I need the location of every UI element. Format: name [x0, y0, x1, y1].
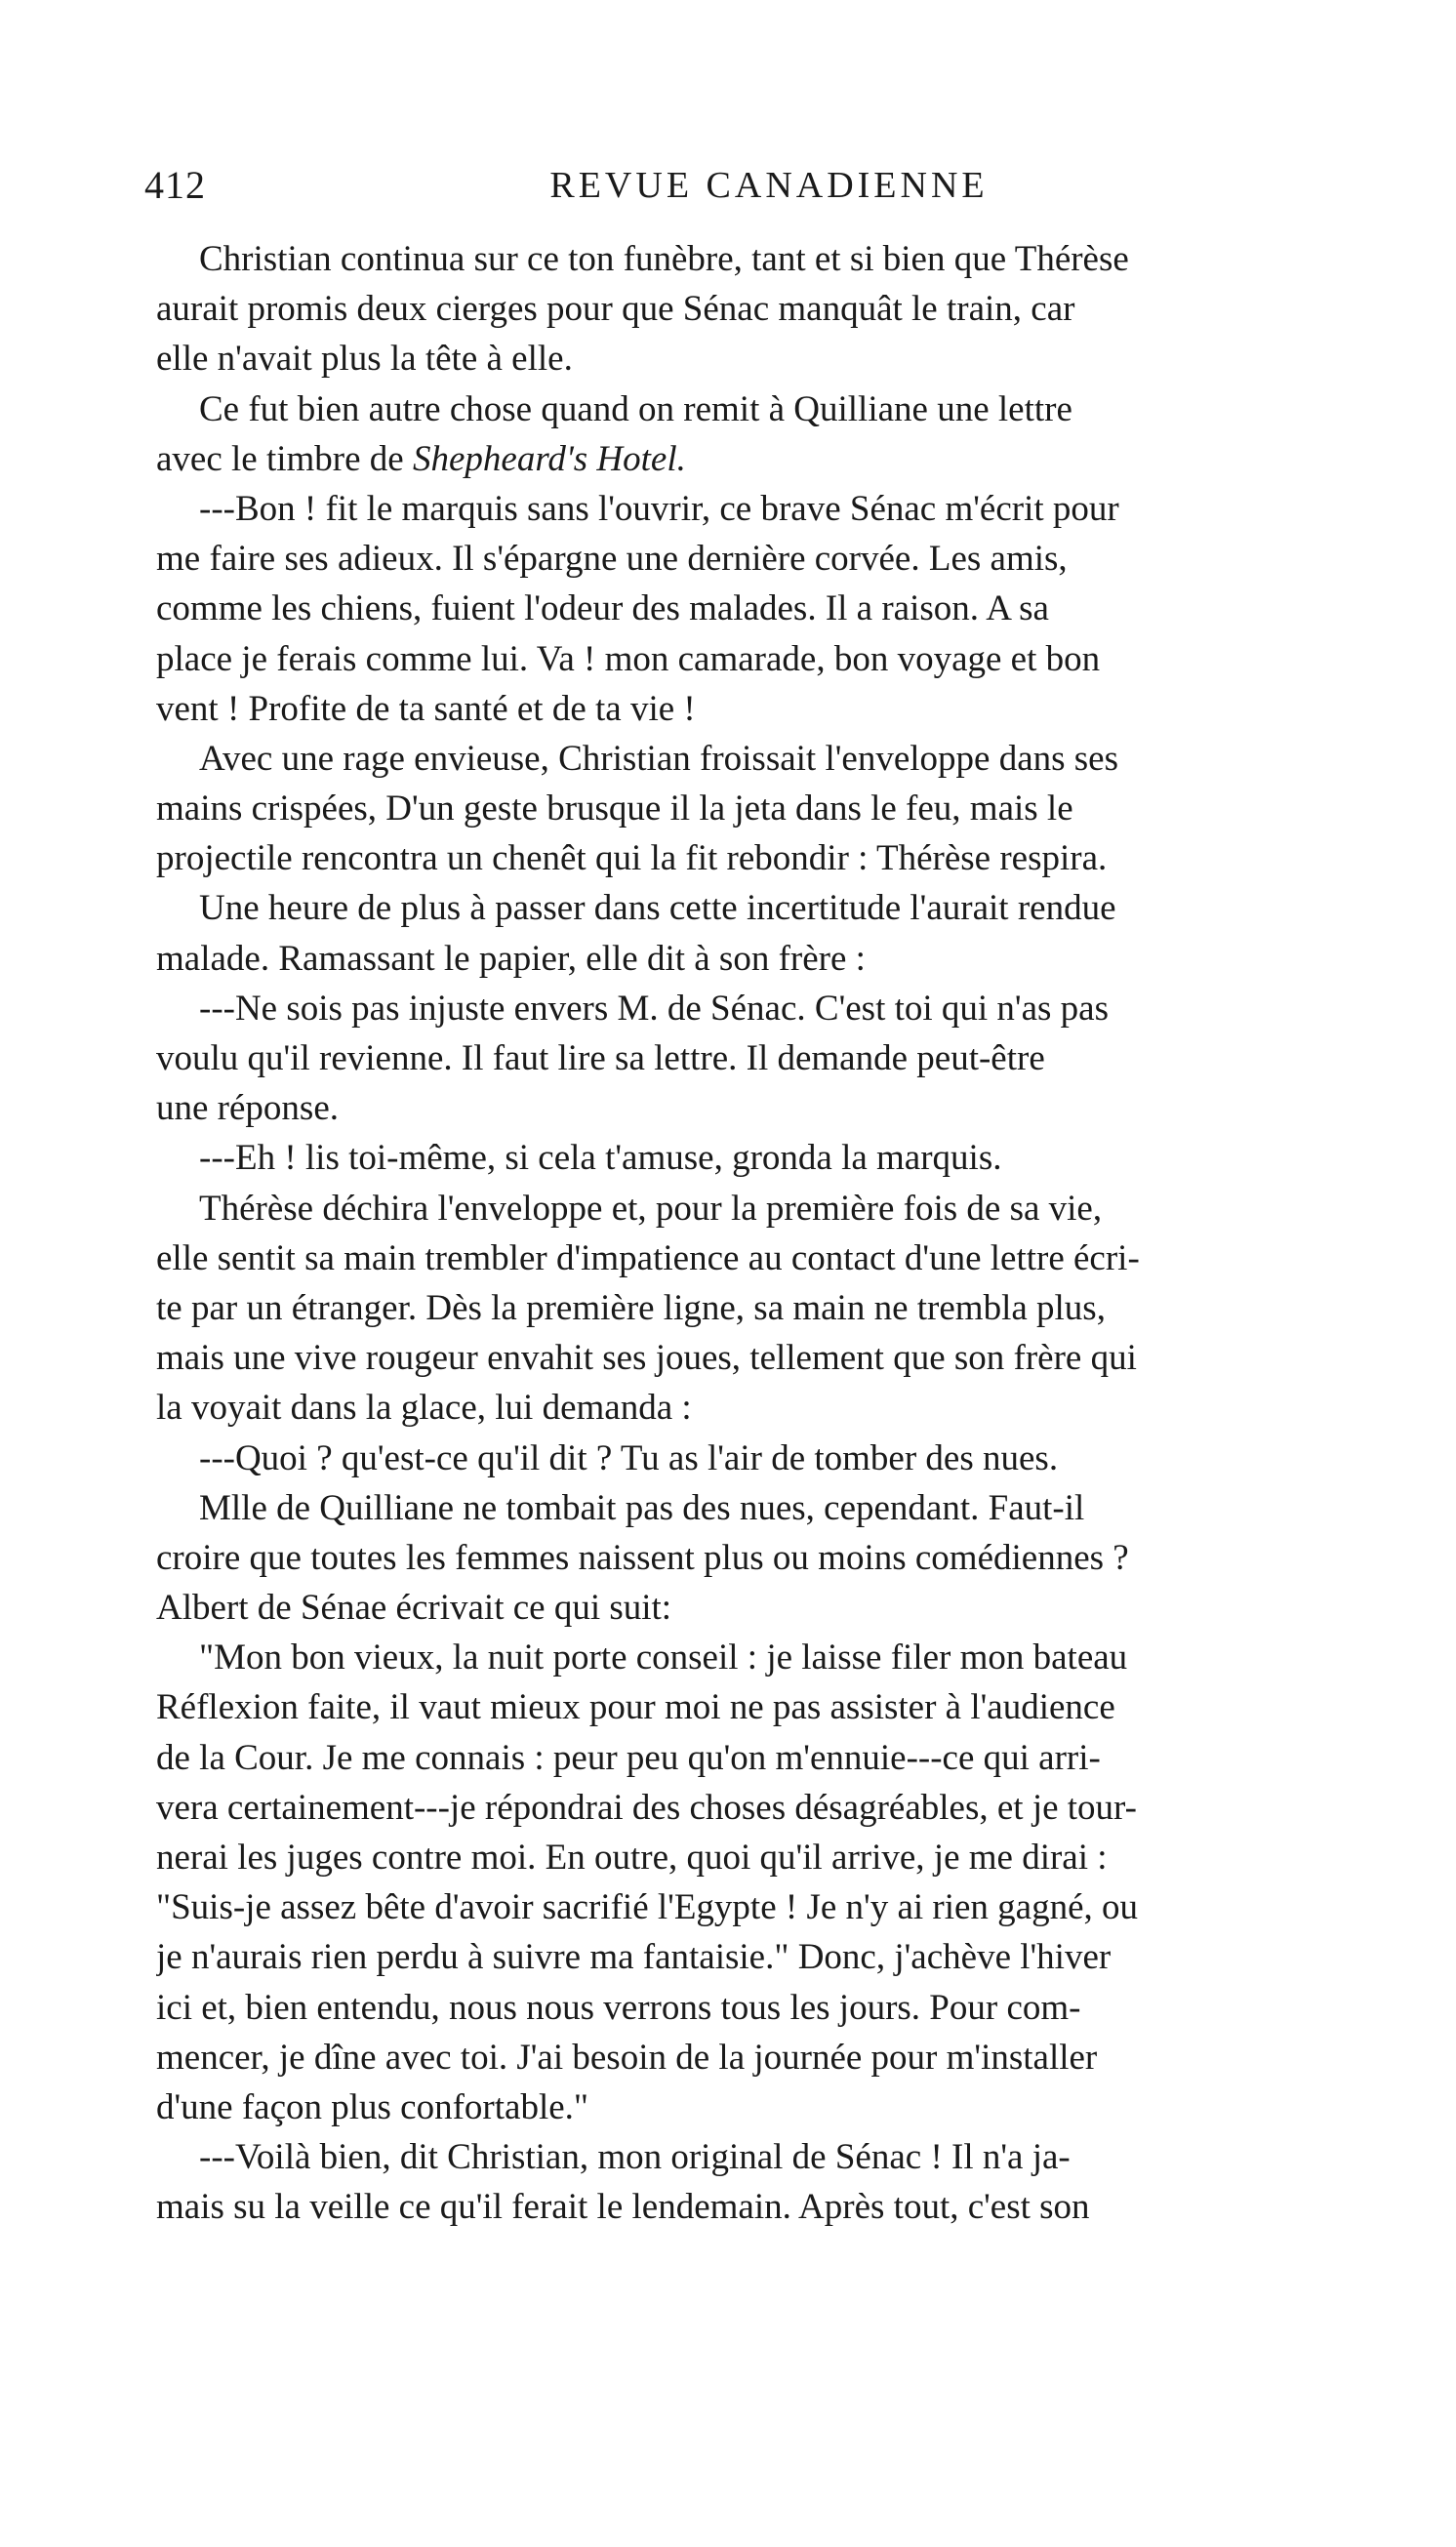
page-number: 412: [144, 163, 206, 207]
text-line: voulu qu'il revienne. Il faut lire sa lettre. Il demande peut-être: [156, 1038, 1045, 1078]
text-line: vent ! Profite de ta santé et de ta vie !: [156, 688, 696, 729]
text-line-with-italic: [156, 434, 1395, 484]
text-line: "Suis-je assez bête d'avoir sacrifié l'Egypte ! Je n'y ai rien gagné, ou: [156, 1887, 1139, 1928]
text-line: mains crispées, D'un geste brusque il la jeta dans le feu, mais le: [156, 788, 1073, 829]
text-line: Ce fut bien autre chose quand on remit à Quilliane une lettre: [199, 388, 1072, 429]
text-line: place je ferais comme lui. Va ! mon camarade, bon voyage et bon: [156, 638, 1101, 679]
text-line: Christian continua sur ce ton funèbre, tant et si bien que Thérèse: [199, 239, 1129, 279]
text-line: nerai les juges contre moi. En outre, quoi qu'il arrive, je me dirai :: [156, 1838, 1108, 1878]
running-head: [144, 156, 1394, 215]
text-line: d'une façon plus confortable.": [156, 2086, 589, 2127]
running-title: REVUE CANADIENNE: [549, 165, 989, 206]
body-text: [156, 234, 1395, 2233]
text-line: elle sentit sa main trembler d'impatience au contact d'une lettre écri-: [156, 1237, 1140, 1278]
text-line: Thérèse déchira l'enveloppe et, pour la première fois de sa vie,: [199, 1188, 1103, 1229]
hotel-name-italic: Shepheard's Hotel.: [412, 438, 686, 479]
text-line: aurait promis deux cierges pour que Sénac manquât le train, car: [156, 289, 1075, 330]
text-line: ---Eh ! lis toi-même, si cela t'amuse, gronda la marquis.: [199, 1138, 1002, 1179]
text-line: comme les chiens, fuient l'odeur des malades. Il a raison. A sa: [156, 588, 1049, 629]
text-line: vera certainement---je répondrai des choses désagréables, et je tour-: [156, 1787, 1137, 1828]
text-line: de la Cour. Je me connais : peur peu qu'on m'ennuie---ce qui arri-: [156, 1737, 1101, 1778]
text-line: Une heure de plus à passer dans cette incertitude l'aurait rendue: [199, 888, 1116, 929]
text-line: me faire ses adieux. Il s'épargne une dernière corvée. Les amis,: [156, 539, 1068, 580]
text-line: ---Voilà bien, dit Christian, mon original de Sénac ! Il n'a ja-: [199, 2137, 1071, 2178]
text-line: "Mon bon vieux, la nuit porte conseil : je laisse filer mon bateau: [199, 1637, 1128, 1678]
text-line: ici et, bien entendu, nous nous verrons tous les jours. Pour com-: [156, 1987, 1081, 2028]
text-line: mais su la veille ce qu'il ferait le lendemain. Après tout, c'est son: [156, 2187, 1090, 2228]
text-line: Albert de Sénae écrivait ce qui suit:: [156, 1588, 672, 1629]
text-line: la voyait dans la glace, lui demanda :: [156, 1388, 692, 1429]
text-line: une réponse.: [156, 1088, 339, 1129]
text-line: te par un étranger. Dès la première ligne, sa main ne trembla plus,: [156, 1287, 1106, 1328]
text-line: ---Quoi ? qu'est-ce qu'il dit ? Tu as l'air de tomber des nues.: [199, 1437, 1059, 1478]
text-line: ---Ne sois pas injuste envers M. de Sénac. C'est toi qui n'as pas: [199, 988, 1109, 1029]
text-line: ---Bon ! fit le marquis sans l'ouvrir, ce brave Sénac m'écrit pour: [199, 488, 1119, 529]
text-line: Réflexion faite, il vaut mieux pour moi ne pas assister à l'audience: [156, 1687, 1115, 1728]
text-fragment: avec le timbre de: [156, 438, 413, 479]
text-line: je n'aurais rien perdu à suivre ma fantaisie." Donc, j'achève l'hiver: [156, 1937, 1112, 1978]
text-line: croire que toutes les femmes naissent plus ou moins comédiennes ?: [156, 1537, 1129, 1578]
text-line: elle n'avait plus la tête à elle.: [156, 339, 573, 380]
text-line: mencer, je dîne avec toi. J'ai besoin de la journée pour m'installer: [156, 2037, 1098, 2078]
text-line: malade. Ramassant le papier, elle dit à son frère :: [156, 938, 866, 979]
text-line: Avec une rage envieuse, Christian froissait l'enveloppe dans ses: [199, 738, 1119, 779]
text-line: projectile rencontra un chenêt qui la fit rebondir : Thérèse respira.: [156, 838, 1108, 879]
text-line: mais une vive rougeur envahit ses joues, tellement que son frère qui: [156, 1338, 1137, 1379]
text-line: Mlle de Quilliane ne tombait pas des nues, cependant. Faut-il: [199, 1487, 1085, 1528]
